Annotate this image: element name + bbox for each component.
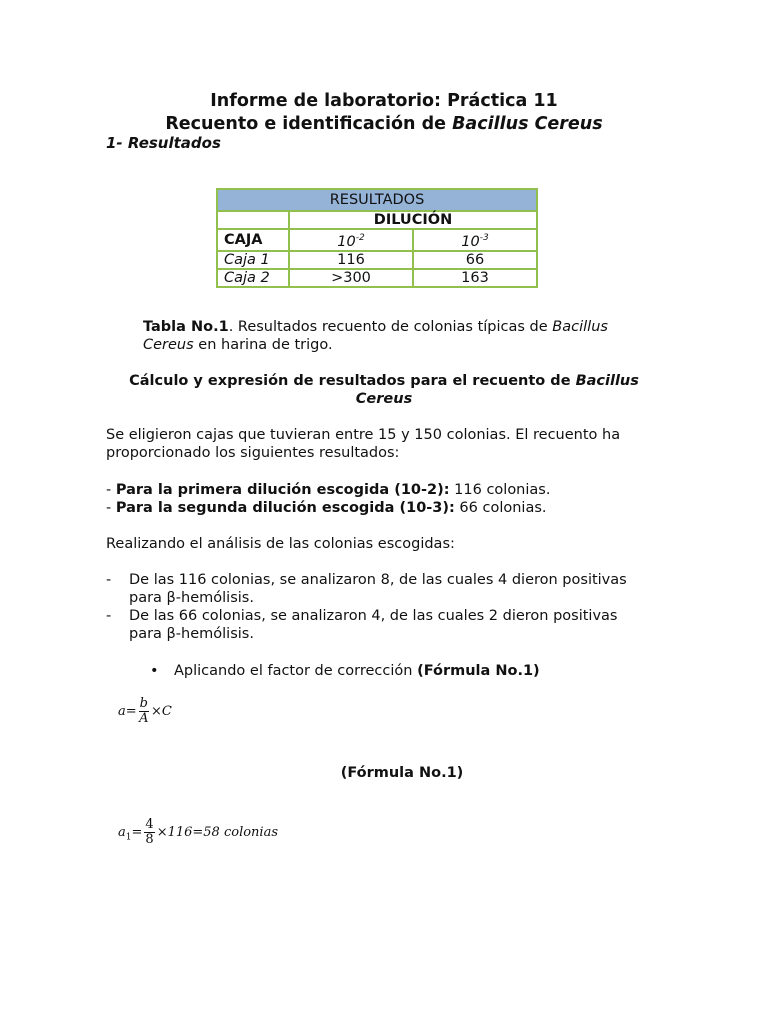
table-row <box>217 251 537 269</box>
row-value: 66 <box>413 251 537 269</box>
analysis-intro: Realizando el análisis de las colonias escogidas: <box>106 536 455 552</box>
intro-paragraph: Se eligieron cajas que tuvieran entre 15 y 150 colonias. El recuento ha proporcionado los siguientes resultados: <box>106 427 621 461</box>
dilution-col-2: $10^{-3}$ <box>413 229 537 251</box>
results-table <box>216 188 538 288</box>
report-title: Informe de laboratorio: Práctica 11 <box>210 91 558 111</box>
row-value: 116 <box>289 251 413 269</box>
formula-1: a= $\frac{b}{A}$ ×C <box>118 696 172 726</box>
row-label: Caja 1 <box>217 251 289 269</box>
list-item: - De las 66 colonias, se analizaron 4, de las cuales 2 dieron positivas para β-hemólisis. <box>106 608 618 642</box>
section-heading: 1- Resultados <box>106 134 221 152</box>
table-caption: Tabla No.1. Resultados recuento de colonias típicas de Bacillus Cereus en harina de trigo. <box>143 319 608 353</box>
row-label: Caja 2 <box>217 269 289 287</box>
list-item: - Para la primera dilución escogida (10-2): 116 colonias. <box>106 482 551 498</box>
calc-heading: Cálculo y expresión de resultados para el recuento de Bacillus Cereus <box>129 373 639 407</box>
caja-header: CAJA <box>217 229 289 251</box>
dilution-col-1: $10^{-2}$ <box>289 229 413 251</box>
formula-2: $a_1=$ $\frac{4}{8}$ ×116=58 colonias <box>118 817 279 847</box>
dilution-list <box>106 481 666 517</box>
table-row <box>217 269 537 287</box>
empty-cell <box>217 211 289 229</box>
subtitle-species: Bacillus Cereus <box>452 114 603 134</box>
table-title: RESULTADOS <box>217 189 537 211</box>
formula-label: (Fórmula No.1) <box>340 765 464 781</box>
analysis-list <box>106 571 666 643</box>
list-item: - Para la segunda dilución escogida (10-3): 66 colonias. <box>106 500 547 516</box>
bullet-item: • Aplicando el factor de corrección (Fórmula No.1) <box>150 663 540 679</box>
report-subtitle: Recuento e identificación de Bacillus Cereus <box>165 114 603 134</box>
row-value: 163 <box>413 269 537 287</box>
row-value: >300 <box>289 269 413 287</box>
caption-label: Tabla No.1 <box>143 319 229 335</box>
bullet-icon: • <box>150 663 159 679</box>
dilution-header: DILUCIÓN <box>289 211 537 229</box>
list-item: - De las 116 colonias, se analizaron 8, de las cuales 4 dieron positivas para β-hemólisis. <box>106 572 627 606</box>
